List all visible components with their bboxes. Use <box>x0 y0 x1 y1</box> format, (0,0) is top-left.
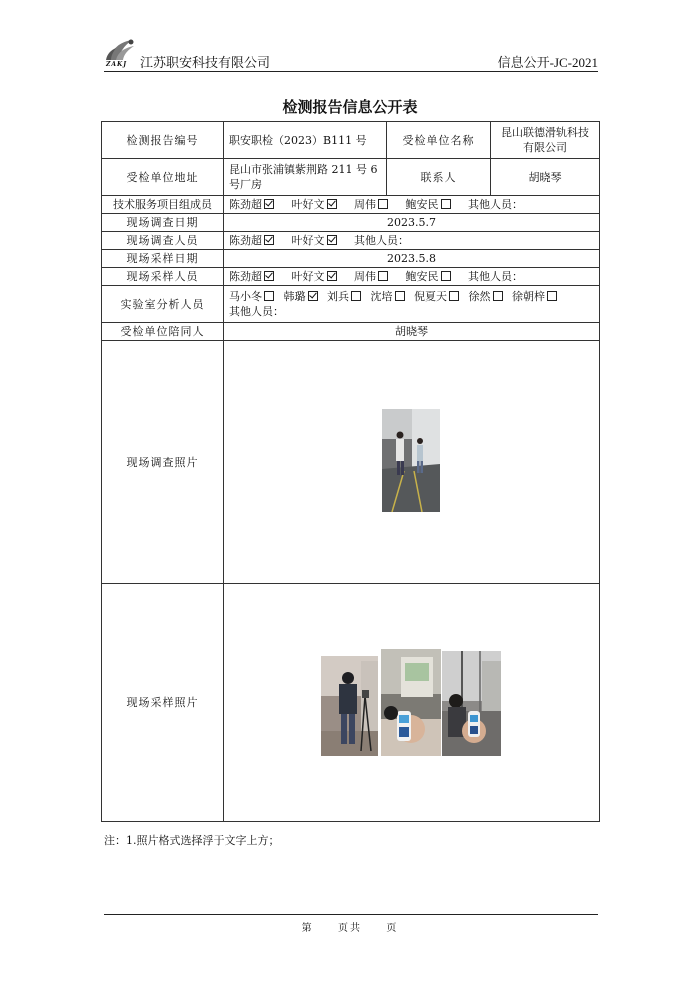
checkbox-checked-icon <box>327 235 337 245</box>
escort-value: 胡晓琴 <box>224 323 600 341</box>
footer-divider <box>104 914 598 915</box>
footer-page: 第 <box>301 923 314 934</box>
header-divider <box>104 71 598 72</box>
survey-photo-cell <box>224 341 600 584</box>
checkbox-empty-icon <box>449 291 459 301</box>
sampler-option: 周伟 <box>354 270 390 283</box>
checkbox-empty-icon <box>395 291 405 301</box>
surveyor-option: 陈劲超 <box>229 234 276 247</box>
lab-option: 沈培 <box>371 290 407 303</box>
samplers-value <box>224 268 600 286</box>
sampling-photo <box>381 649 441 756</box>
others-label: 其他人员： <box>354 234 409 247</box>
contact-label: 联系人 <box>387 159 491 196</box>
team-option: 鲍安民 <box>406 198 453 211</box>
lab-option: 刘兵 <box>327 290 363 303</box>
footer-of: 页共 <box>338 923 362 934</box>
contact-value: 胡晓琴 <box>491 159 600 196</box>
others-label: 其他人员： <box>229 305 284 318</box>
lab-option: 韩璐 <box>284 290 320 303</box>
team-option: 周伟 <box>354 198 390 211</box>
report-no-label: 检测报告编号 <box>102 122 224 159</box>
checkbox-empty-icon <box>441 199 451 209</box>
checkbox-empty-icon <box>493 291 503 301</box>
team-label: 技术服务项目组成员 <box>102 196 224 214</box>
samplers-label: 现场采样人员 <box>102 268 224 286</box>
client-name-label: 受检单位名称 <box>387 122 491 159</box>
page-footer <box>0 919 700 934</box>
checkbox-empty-icon <box>441 271 451 281</box>
document-code: 信息公开-JC-2021 <box>497 55 598 70</box>
surveyor-option: 叶好文 <box>292 234 339 247</box>
lab-option: 马小冬 <box>229 290 276 303</box>
footer-end: 页 <box>386 923 399 934</box>
sampling-photo-cell <box>224 584 600 822</box>
checkbox-empty-icon <box>378 271 388 281</box>
team-option: 叶好文 <box>292 198 339 211</box>
others-label: 其他人员： <box>468 270 523 283</box>
lab-option: 徐朝梓 <box>512 290 559 303</box>
others-label: 其他人员： <box>468 198 523 211</box>
checkbox-checked-icon <box>264 235 274 245</box>
sampling-photo <box>321 656 378 756</box>
survey-photo-label: 现场调查照片 <box>102 341 224 584</box>
checkbox-checked-icon <box>308 291 318 301</box>
footnote: 注：1.照片格式选择浮于文字上方； <box>104 834 280 847</box>
survey-date-value: 2023.5.7 <box>224 214 600 232</box>
address-label: 受检单位地址 <box>102 159 224 196</box>
lab-option: 徐然 <box>469 290 505 303</box>
sampling-date-label: 现场采样日期 <box>102 250 224 268</box>
checkbox-empty-icon <box>264 291 274 301</box>
page-title: 检测报告信息公开表 <box>282 98 418 116</box>
surveyors-label: 现场调查人员 <box>102 232 224 250</box>
survey-photo <box>382 409 440 512</box>
report-no-value: 职安职检（2023）B111 号 <box>224 122 387 159</box>
sampling-date-value: 2023.5.8 <box>224 250 600 268</box>
surveyors-value <box>224 232 600 250</box>
checkbox-checked-icon <box>327 271 337 281</box>
page-header <box>104 34 598 72</box>
survey-date-label: 现场调查日期 <box>102 214 224 232</box>
lab-value <box>224 286 600 323</box>
address-value: 昆山市张浦镇紫荆路 211 号 6 号厂房 <box>224 159 387 196</box>
lab-option: 倪夏天 <box>414 290 461 303</box>
escort-label: 受检单位陪同人 <box>102 323 224 341</box>
sampling-photo <box>442 651 501 756</box>
checkbox-empty-icon <box>547 291 557 301</box>
team-option: 陈劲超 <box>229 198 276 211</box>
logo-text: ZAKJ <box>106 61 128 68</box>
checkbox-checked-icon <box>264 271 274 281</box>
sampler-option: 鲍安民 <box>406 270 453 283</box>
client-name-value: 昆山联德滑轨科技有限公司 <box>491 122 600 159</box>
sampler-option: 叶好文 <box>292 270 339 283</box>
checkbox-checked-icon <box>264 199 274 209</box>
checkbox-checked-icon <box>327 199 337 209</box>
sampler-option: 陈劲超 <box>229 270 276 283</box>
team-value <box>224 196 600 214</box>
checkbox-empty-icon <box>351 291 361 301</box>
checkbox-empty-icon <box>378 199 388 209</box>
company-logo <box>104 36 140 70</box>
info-table <box>101 121 600 822</box>
sampling-photo-label: 现场采样照片 <box>102 584 224 822</box>
lab-label: 实验室分析人员 <box>102 286 224 323</box>
company-name: 江苏职安科技有限公司 <box>140 56 271 71</box>
